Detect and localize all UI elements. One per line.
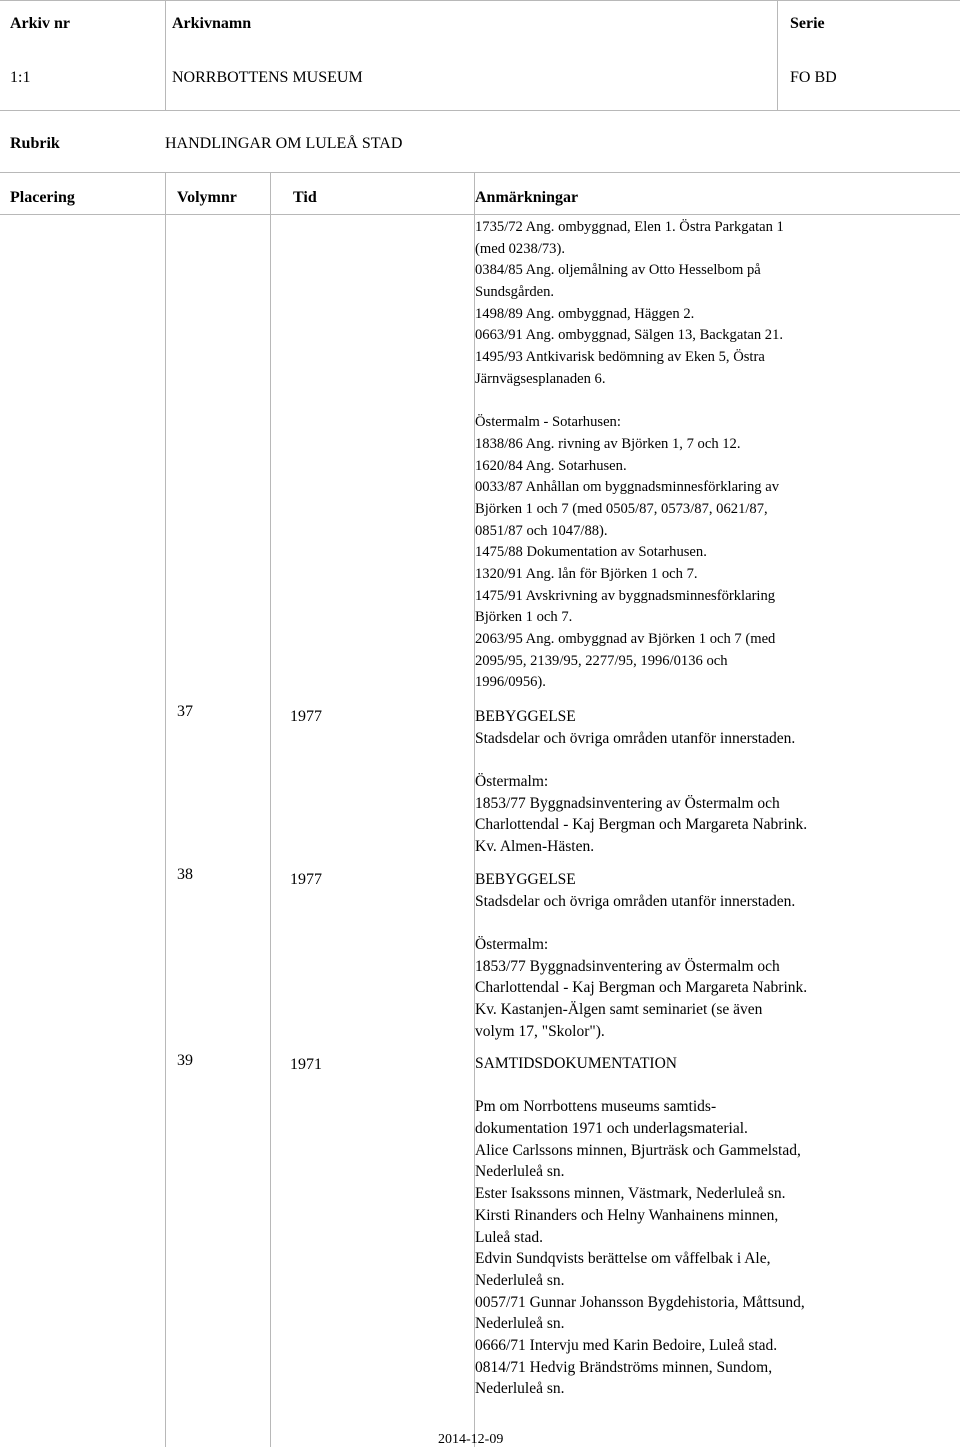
note-line: dokumentation 1971 och underlagsmaterial. bbox=[475, 1120, 748, 1138]
note-line: 1838/86 Ang. rivning av Björken 1, 7 och 12. bbox=[475, 435, 741, 452]
note-line: 1996/0956). bbox=[475, 674, 546, 691]
note-line: Ester Isakssons minnen, Västmark, Nederluleå sn. bbox=[475, 1185, 786, 1203]
note-line: (med 0238/73). bbox=[475, 240, 565, 257]
note-line: Stadsdelar och övriga områden utanför innerstaden. bbox=[475, 892, 796, 910]
note-line bbox=[475, 912, 945, 934]
arkivnamn-label: Arkivnamn bbox=[172, 15, 252, 32]
note-line: 0663/91 Ang. ombyggnad, Sälgen 13, Backgatan 21. bbox=[475, 327, 784, 344]
volume-38-title: BEBYGGELSE bbox=[475, 871, 576, 888]
note-line: 0814/71 Hedvig Brändströms minnen, Sundom, bbox=[475, 1358, 773, 1376]
note-line: Nederluleå sn. bbox=[475, 1163, 565, 1181]
note-line: 1620/84 Ang. Sotarhusen. bbox=[475, 457, 627, 474]
note-line: 2095/95, 2139/95, 2277/95, 1996/0136 och bbox=[475, 652, 728, 669]
rubrik-label: Rubrik bbox=[10, 135, 60, 152]
continuation-notes bbox=[475, 217, 945, 694]
volume-38-volymnr: 38 bbox=[177, 866, 193, 883]
rule-after-columns bbox=[0, 214, 960, 215]
column-header-placering: Placering bbox=[10, 189, 75, 206]
note-line: Pm om Norrbottens museums samtids- bbox=[475, 1098, 717, 1116]
note-line: Stadsdelar och övriga områden utanför innerstaden. bbox=[475, 729, 796, 747]
note-line: Kirsti Rinanders och Helny Wanhainens minnen, bbox=[475, 1206, 779, 1224]
volume-37-notes bbox=[475, 706, 945, 858]
note-line: Nederluleå sn. bbox=[475, 1380, 565, 1398]
arkivnamn-value: NORRBOTTENS MUSEUM bbox=[172, 69, 363, 86]
note-line: 0851/87 och 1047/88). bbox=[475, 522, 608, 539]
note-line: Charlottendal - Kaj Bergman och Margareta Nabrink. bbox=[475, 816, 808, 834]
note-line: volym 17, "Skolor"). bbox=[475, 1022, 605, 1040]
rule-v-placering bbox=[165, 172, 166, 1447]
note-line: Björken 1 och 7. bbox=[475, 609, 573, 626]
note-line: Sundsgården. bbox=[475, 284, 555, 301]
note-line: 1498/89 Ang. ombyggnad, Häggen 2. bbox=[475, 305, 695, 322]
rule-top bbox=[0, 0, 960, 1]
note-line: 0057/71 Gunnar Johansson Bygdehistoria, Måttsund, bbox=[475, 1293, 805, 1311]
note-line: Björken 1 och 7 (med 0505/87, 0573/87, 0621/87, bbox=[475, 500, 768, 517]
volume-37-title: BEBYGGELSE bbox=[475, 708, 576, 725]
note-line bbox=[475, 391, 945, 413]
note-line bbox=[475, 1075, 945, 1097]
volume-37-tid: 1977 bbox=[290, 708, 322, 725]
note-line: Edvin Sundqvists berättelse om våffelbak i Ale, bbox=[475, 1250, 771, 1268]
column-header-anmarkningar: Anmärkningar bbox=[475, 189, 579, 206]
note-line: 2063/95 Ang. ombyggnad av Björken 1 och 7 (med bbox=[475, 631, 776, 648]
note-line: Östermalm - Sotarhusen: bbox=[475, 414, 621, 431]
note-line: Nederluleå sn. bbox=[475, 1271, 565, 1289]
rule-v-arkivnamn bbox=[777, 0, 778, 110]
note-line bbox=[475, 749, 945, 771]
note-line: 0384/85 Ang. oljemålning av Otto Hesselbom på bbox=[475, 262, 761, 279]
note-line: 1853/77 Byggnadsinventering av Östermalm och bbox=[475, 794, 780, 812]
arkivnr-value: 1:1 bbox=[10, 69, 31, 86]
volume-39-volymnr: 39 bbox=[177, 1052, 193, 1069]
serie-value: FO BD bbox=[790, 69, 837, 86]
note-line: 1475/91 Avskrivning av byggnadsminnesförklaring bbox=[475, 587, 776, 604]
note-line: Alice Carlssons minnen, Bjurträsk och Gammelstad, bbox=[475, 1141, 801, 1159]
volume-39-tid: 1971 bbox=[290, 1056, 322, 1073]
note-line: Östermalm: bbox=[475, 936, 549, 954]
note-line: Nederluleå sn. bbox=[475, 1315, 565, 1333]
note-line: Kv. Kastanjen-Älgen samt seminariet (se även bbox=[475, 1001, 763, 1019]
note-line: Järnvägsesplanaden 6. bbox=[475, 370, 606, 387]
note-line: Östermalm: bbox=[475, 773, 549, 791]
volume-38-tid: 1977 bbox=[290, 871, 322, 888]
serie-label: Serie bbox=[790, 15, 825, 32]
footer-date: 2014-12-09 bbox=[438, 1432, 504, 1447]
note-line: Kv. Almen-Hästen. bbox=[475, 838, 595, 856]
rule-after-arkiv bbox=[0, 110, 960, 111]
rubrik-value: HANDLINGAR OM LULEÅ STAD bbox=[165, 135, 403, 152]
note-line: 1495/93 Antkivarisk bedömning av Eken 5, Östra bbox=[475, 349, 765, 366]
volume-39-title: SAMTIDSDOKUMENTATION bbox=[475, 1055, 677, 1072]
column-header-tid: Tid bbox=[293, 189, 317, 206]
note-line: 1320/91 Ang. lån för Björken 1 och 7. bbox=[475, 566, 698, 582]
rule-after-rubrik bbox=[0, 172, 960, 173]
volume-37-volymnr: 37 bbox=[177, 703, 193, 720]
rule-v-tid bbox=[270, 172, 271, 1447]
note-line: 1475/88 Dokumentation av Sotarhusen. bbox=[475, 544, 707, 561]
volume-39-notes bbox=[475, 1053, 945, 1400]
arkivnr-label: Arkiv nr bbox=[10, 15, 70, 32]
note-line: 0033/87 Anhållan om byggnadsminnesförklaring av bbox=[475, 479, 779, 496]
note-line: 0666/71 Intervju med Karin Bedoire, Luleå stad. bbox=[475, 1336, 778, 1354]
note-line: Luleå stad. bbox=[475, 1228, 544, 1246]
note-line: 1735/72 Ang. ombyggnad, Elen 1. Östra Parkgatan 1 bbox=[475, 219, 784, 235]
note-line: Charlottendal - Kaj Bergman och Margareta Nabrink. bbox=[475, 979, 808, 997]
column-header-volymnr: Volymnr bbox=[177, 189, 237, 206]
rule-v-arkivnr bbox=[165, 0, 166, 110]
volume-38-notes bbox=[475, 869, 945, 1043]
note-line: 1853/77 Byggnadsinventering av Östermalm och bbox=[475, 957, 780, 975]
